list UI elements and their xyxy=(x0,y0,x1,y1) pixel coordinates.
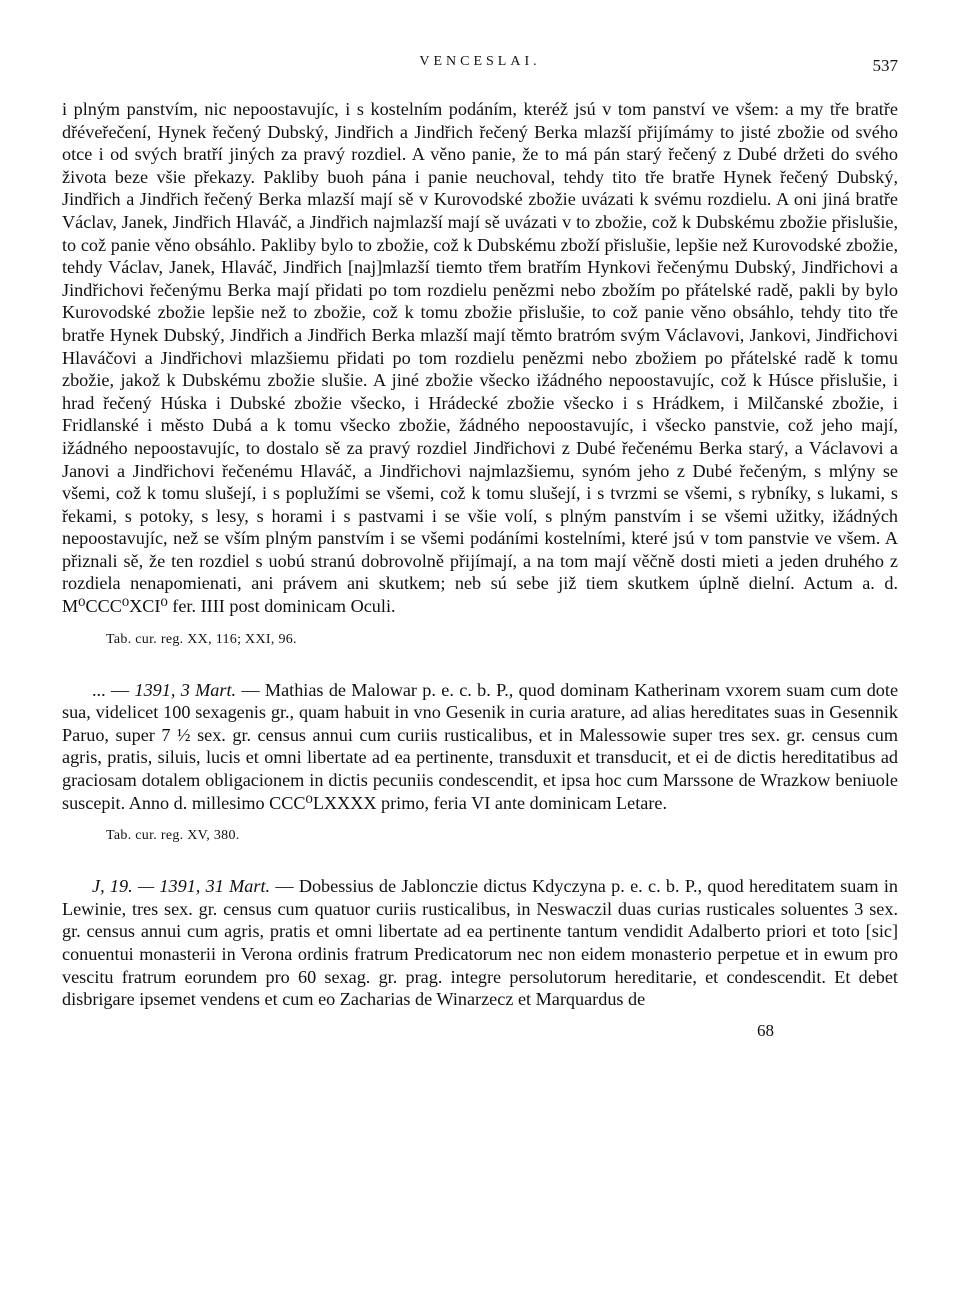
entry-paragraph xyxy=(62,875,898,1011)
entry-prefix: J, 19. — xyxy=(92,876,160,897)
entry-paragraph xyxy=(62,679,898,815)
entry-reference: Tab. cur. reg. XV, 380. xyxy=(106,828,240,844)
page-number: 537 xyxy=(872,56,898,75)
entry-2 xyxy=(62,875,898,1011)
entry-date: 1391, 31 Mart. xyxy=(159,876,271,897)
entry-prefix: ... — xyxy=(92,679,135,700)
page-body xyxy=(62,98,899,1040)
continuation-paragraph: i plným panstvím, nic nepoostavujíc, i s kostelním podáním, kteréž jsú v tom panství ve všem: a my tře bratře dřéveřečení, Hynek řečený Dubský, Jindřich a Jindřich řečený Berka mlazší přijímámy to jisté zbožie od svého otce i od svých bratří jiných za pravý rozdiel. A věno panie, že to má pán starý řečený z Dubé držeti do svého života beze všie překazy. Pakliby buoh pána i panie neuchoval, tehdy tito tře bratře Hynek řečený Dubský, Jindřich a Jindřich řečený Berka mlazší mají sě v Kurovodské zbožie uvázati k svému rozdielu. A oni jiná bratře Václav, Janek, Jindřich Hlaváč, a Jindřich najmlazší mají sě uvázati v to zbožie, což k Dubskému zbožie přislušie, to což panie věno obsáhlo. Pakliby bylo to zbožie, což k Dubskému zboží přislušie, lepšie než Kurovodské zbožie, tehdy Václav, Janek, Hlaváč, Jindřich [naj]mlazší tiemto třem bratřím Hynkovi řečenýmu Dubský, Jindřichovi a Jindřichovi řečenýmu Berka mají přidati po tom rozdielu penězmi nebo zbožím po přátelské radě, pakli by bylo Kurovodské zbožie lepšie než to zbožie, což k tomu zbožie přislušie, to což panie věno obsáhlo, tehdy tito tře bratře Hynek Dubský, Jindřich a Jindřich Berka mlazší mají těmto bratróm svým Václavovi, Jankovi, Jindřichovi Hlaváčovi a Jindřichovi mlazšiemu přidati po tom rozdielu penězmi nebo zbožiem po přátelské radě k tomu zbožie, jakož k Dubskému zbožie slušie. A jiné zbožie všecko ižádného nepoostavujíc, což k Húsce přislušie, i hrad řečený Húska i Dubské zbožie všecko, i Hrádecké zbožie všecko i s Hrádkem, i Milčanské zbožie, i Fridlanské i město Dubá a k tomu všecko zbožie, žádného nepoostavujíc, i všecko panstvie, což jeho mají, ižádného nepoostavujíc, to dostalo sě za pravý rozdiel Jindřichovi z Dubé řečenému Berka starý, a Václavovi a Janovi a Jindřichovi řečenému Hlaváč, a Jindřichovi najmlazšiemu, synóm jeho z Dubé řečeným, s mlýny se všemi, což k tomu slušejí, i s poplužími se všemi, což k tomu slušejí, i s tvrzmi se všemi, s rybníky, s lukami, s řekami, s potoky, s lesy, s horami i s pastvami i se všie volí, s plným panstvím i se všemi užitky, ižádných nepoostavujíc, než se vším plným panstvím i se všemi podáními kostelními, které jsú v tom panstvie ve všem. A přiznali sě, že ten rozdiel s uobú stranú dobrovolně přijímají, a na tom mají věčně dosti mieti a jeden druhého z rozdiela nenapomienati, ani právem ani skutkem; neb sú sebe již tiem skutkem úplně dielní. Actum a. d. M⁰CCC⁰XCI⁰ fer. IIII post dominicam Oculi. xyxy=(62,99,898,617)
entry-date: 1391, 3 Mart. xyxy=(134,679,237,700)
running-title: VENCESLAI. xyxy=(419,54,541,69)
entry-text: — Mathias de Malowar p. e. c. b. P., quod dominam Katherinam vxorem suam cum dote sua, videlicet 100 sexagenis gr., quam habuit in vno Gesenik in curia arature, ad alias hereditates suas in Gesennik Paruo, super 7 ½ sex. gr. census annui cum curiis rusticalibus, et in Malessowie super tres sex. gr. census cum agris, pratis, siluis, lucis et omni libertate ad ea pertinente, transduxit et transducit, et ei de dictis hereditatibus ad graciosam dotalem obligacionem in dictis pecuniis condescendit, et ipsa hoc cum Marssone de Wrazkow beniuole suscepit. Anno d. millesimo CCC⁰LXXXX primo, feria VI ante dominicam Letare. xyxy=(62,679,899,813)
printer-signature: 68 xyxy=(757,1020,774,1040)
continuation-reference: Tab. cur. reg. XX, 116; XXI, 96. xyxy=(106,631,297,647)
running-head xyxy=(62,54,898,78)
entry-1 xyxy=(62,679,898,846)
entry-text: — Dobessius de Jablonczie dictus Kdyczyna p. e. c. b. P., quod hereditatem suam in Lewinie, tres sex. gr. census cum quatuor curiis rusticalibus, in Neswaczil duas curias rusticales soluentes 3 sex. gr. census annui cum agris, pratis et omni libertate ad ea pertinente tantum vendidit Adalberto priori et toto [sic] conuentui monasterii in Verona ordinis fratrum Predicatorum nec non eidem monasterio perpetue et in ewum pro vescitu fratrum eorundem pro 60 sexag. gr. prag. integre persolutorum hereditarie, et condescendit. Et debet disbrigare ipsemet vendens et cum eo Zacharias de Winarzecz et Marquardus de xyxy=(62,876,898,1010)
